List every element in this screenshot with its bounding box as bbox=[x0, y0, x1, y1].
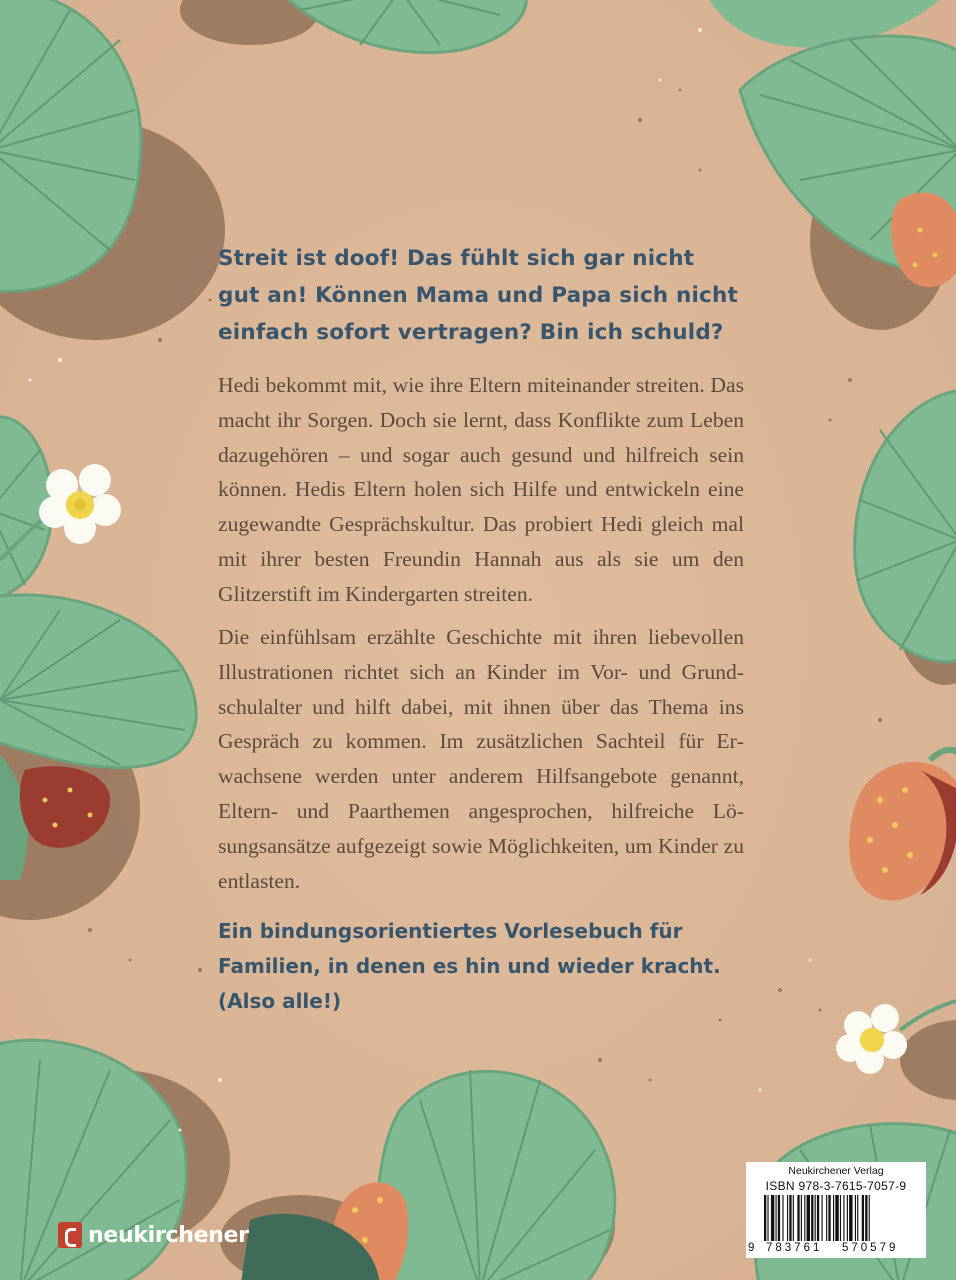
barcode-bar bbox=[833, 1195, 834, 1241]
barcode-bar bbox=[826, 1195, 827, 1241]
barcode-bar bbox=[793, 1195, 794, 1241]
neukirchener-logo-icon bbox=[58, 1222, 82, 1248]
barcode-bar bbox=[771, 1195, 774, 1241]
barcode-bar bbox=[843, 1195, 844, 1241]
barcode-bar bbox=[778, 1195, 780, 1241]
barcode-bar bbox=[797, 1195, 799, 1241]
barcode-bar bbox=[835, 1195, 838, 1241]
isbn-barcode-box bbox=[746, 1162, 926, 1258]
closing-tagline: Ein bindungsorientiertes Vorlesebuch für Familien, in denen es hin und wieder kracht. (Also alle!) bbox=[218, 919, 721, 1013]
barcode-bar bbox=[767, 1195, 768, 1241]
publisher-logo bbox=[58, 1220, 249, 1250]
description-paragraph-1: Hedi bekommt mit, wie ihre Eltern miteinander streiten. Das macht ihr Sorgen. Doch sie lernt, dass Konflikte zum Leben dazugehören – und sogar auch gesund und hilfreich sein können. Hedis Eltern holen sich Hilfe und entwickeln eine zugewandte Gesprächskultur. Das probiert Hedi gleich mal mit ihrer besten Freundin Hannah aus als sie um den Glitzerstift im Kindergarten streiten. bbox=[218, 373, 744, 606]
barcode-bar bbox=[782, 1195, 783, 1241]
barcode-digit-first: 9 bbox=[748, 1242, 755, 1254]
barcode-bar bbox=[787, 1195, 788, 1241]
barcode-bar bbox=[804, 1195, 805, 1241]
barcode-bar bbox=[811, 1195, 813, 1241]
barcode-bar bbox=[789, 1195, 791, 1241]
isbn-publisher-name: Neukirchener Verlag bbox=[788, 1165, 884, 1177]
isbn-number: ISBN 978-3-7615-7057-9 bbox=[765, 1179, 907, 1193]
barcode-bar bbox=[840, 1195, 841, 1241]
barcode-bar bbox=[822, 1195, 823, 1241]
barcode-bar bbox=[817, 1195, 819, 1241]
barcode-bar bbox=[857, 1195, 858, 1241]
barcode-bar bbox=[855, 1195, 856, 1241]
barcode-bar bbox=[865, 1195, 867, 1241]
barcode-digits-left: 783761 bbox=[766, 1242, 823, 1254]
barcode-bar bbox=[862, 1195, 864, 1241]
barcode-digits-right: 570579 bbox=[842, 1242, 899, 1254]
publisher-logo-text: neukirchener bbox=[88, 1222, 249, 1248]
barcode-bar bbox=[849, 1195, 852, 1241]
description-paragraph-2: Die einfühlsam erzählte Geschichte mit ihren liebevollen Illustrationen richtet sich an Kinder im Vor- und Grundschulalter und hilft dabei, mit ihnen über das Thema ins Gespräch zu kommen. Im zusätzlichen Sachteil für Erwachsene werden unter anderem Hilfsangebote genannt, Eltern- und Paarthemen angesprochen, hilfreiche Lösungsansätze aufgezeigt sowie Möglichkeiten, um Kinder zu entlasten. bbox=[218, 625, 744, 893]
headline: Streit ist doof! Das fühlt sich gar nicht gut an! Können Mama und Papa sich nicht einfach sofort vertragen? Bin ich schuld? bbox=[218, 246, 738, 345]
barcode-bar bbox=[815, 1195, 816, 1241]
barcode-bar bbox=[764, 1195, 766, 1241]
barcode-bar bbox=[869, 1195, 870, 1241]
barcode-bar bbox=[807, 1195, 810, 1241]
barcode-bar bbox=[776, 1195, 777, 1241]
barcode-bar bbox=[828, 1195, 830, 1241]
barcode bbox=[758, 1195, 918, 1241]
barcode-bar bbox=[847, 1195, 848, 1241]
barcode-bar bbox=[801, 1195, 802, 1241]
